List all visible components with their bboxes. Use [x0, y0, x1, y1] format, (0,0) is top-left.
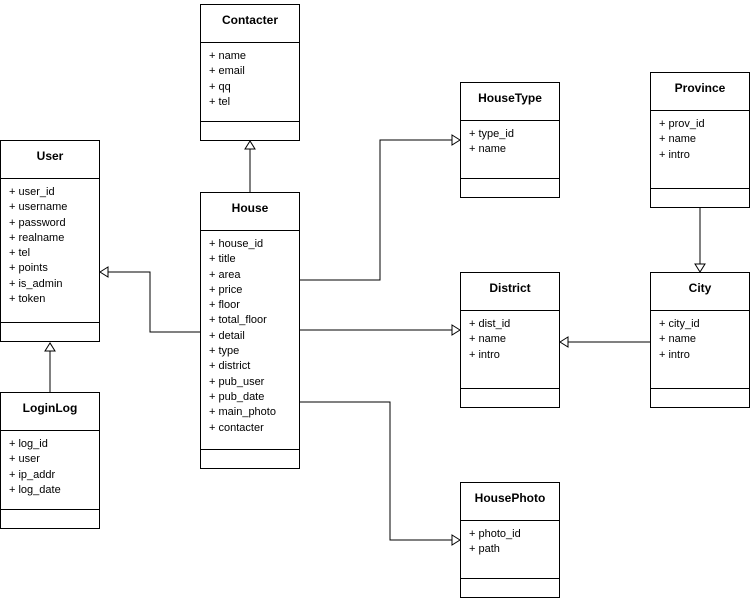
class-name-province: Province [651, 73, 749, 111]
class-name-city: City [651, 273, 749, 311]
class-operations-province [651, 189, 749, 207]
class-attributes-contacter [201, 43, 299, 122]
arrow-head-icon [45, 343, 55, 351]
class-attribute: + log_id [9, 438, 48, 450]
class-attribute: + email [209, 65, 245, 78]
class-attribute: + user_id [9, 186, 55, 198]
arrow-head-icon [695, 264, 705, 272]
class-name-housetype: HouseType [461, 83, 559, 121]
class-attribute: + name [209, 50, 246, 62]
class-attributes-housetype [461, 121, 559, 179]
class-box-city[interactable] [650, 272, 750, 408]
arrow-head-icon [100, 267, 108, 277]
class-attribute: + intro [469, 348, 500, 361]
class-attribute: + ip_addr [9, 468, 56, 481]
class-operations-housephoto [461, 579, 559, 597]
class-attribute: + area [209, 268, 241, 281]
class-operations-house [201, 450, 299, 468]
class-attribute: + password [9, 216, 66, 229]
arrow-head-icon [452, 135, 460, 145]
class-name-loginlog: LoginLog [1, 393, 99, 431]
class-attribute: + qq [209, 80, 231, 93]
class-attribute: + title [209, 253, 236, 266]
class-attribute: + type [209, 345, 240, 358]
class-attribute: + pub_date [209, 390, 265, 403]
class-attributes-house [201, 231, 299, 450]
class-box-housetype[interactable] [460, 82, 560, 198]
class-attribute: + token [9, 293, 46, 306]
edge-house-to-housephoto [300, 402, 458, 540]
class-name-house: House [201, 193, 299, 231]
class-operations-loginlog [1, 510, 99, 528]
class-attribute: + intro [659, 348, 690, 361]
arrow-head-icon [452, 535, 460, 545]
class-box-loginlog[interactable] [0, 392, 100, 529]
class-attribute: + floor [209, 299, 240, 312]
class-attributes-district [461, 311, 559, 389]
class-attribute: + district [209, 360, 251, 373]
class-attributes-user [1, 179, 99, 323]
class-attribute: + price [209, 283, 243, 296]
class-attribute: + points [9, 262, 48, 275]
class-attribute: + name [469, 143, 506, 156]
class-attributes-city [651, 311, 749, 389]
class-attribute: + prov_id [659, 118, 705, 130]
class-name-district: District [461, 273, 559, 311]
class-attributes-housephoto [461, 521, 559, 579]
class-box-housephoto[interactable] [460, 482, 560, 598]
class-operations-contacter [201, 122, 299, 140]
class-attribute: + intro [659, 148, 690, 161]
class-attribute: + username [9, 201, 68, 214]
class-attribute: + detail [209, 329, 245, 342]
class-attribute: + tel [9, 247, 31, 260]
class-attribute: + main_photo [209, 406, 276, 419]
arrow-head-icon [560, 337, 568, 347]
edge-house-to-user [102, 272, 200, 332]
class-attribute: + contacter [209, 421, 264, 434]
edge-house-to-housetype [300, 140, 458, 280]
arrow-head-icon [245, 141, 255, 149]
class-name-contacter: Contacter [201, 5, 299, 43]
class-attribute: + realname [9, 231, 65, 244]
class-attribute: + dist_id [469, 318, 511, 330]
class-attribute: + name [469, 333, 506, 346]
class-attribute: + pub_user [209, 375, 265, 388]
class-box-user[interactable] [0, 140, 100, 342]
class-attribute: + photo_id [469, 528, 521, 540]
class-attributes-loginlog [1, 431, 99, 510]
class-attribute: + name [659, 333, 696, 346]
class-box-province[interactable] [650, 72, 750, 208]
class-operations-user [1, 323, 99, 341]
class-box-house[interactable] [200, 192, 300, 469]
class-attribute: + name [659, 133, 696, 146]
class-operations-city [651, 389, 749, 407]
class-box-contacter[interactable] [200, 4, 300, 141]
class-attribute: + total_floor [209, 314, 267, 327]
class-attributes-province [651, 111, 749, 189]
arrow-head-icon [452, 325, 460, 335]
class-name-user: User [1, 141, 99, 179]
class-name-housephoto: HousePhoto [461, 483, 559, 521]
class-attribute: + log_date [9, 483, 61, 496]
class-attribute: + tel [209, 95, 231, 108]
class-attribute: + is_admin [9, 277, 63, 290]
class-operations-housetype [461, 179, 559, 197]
class-attribute: + path [469, 543, 500, 556]
class-operations-district [461, 389, 559, 407]
class-attribute: + type_id [469, 128, 514, 140]
class-attribute: + house_id [209, 238, 264, 250]
class-attribute: + city_id [659, 318, 700, 330]
class-attribute: + user [9, 453, 40, 466]
class-box-district[interactable] [460, 272, 560, 408]
